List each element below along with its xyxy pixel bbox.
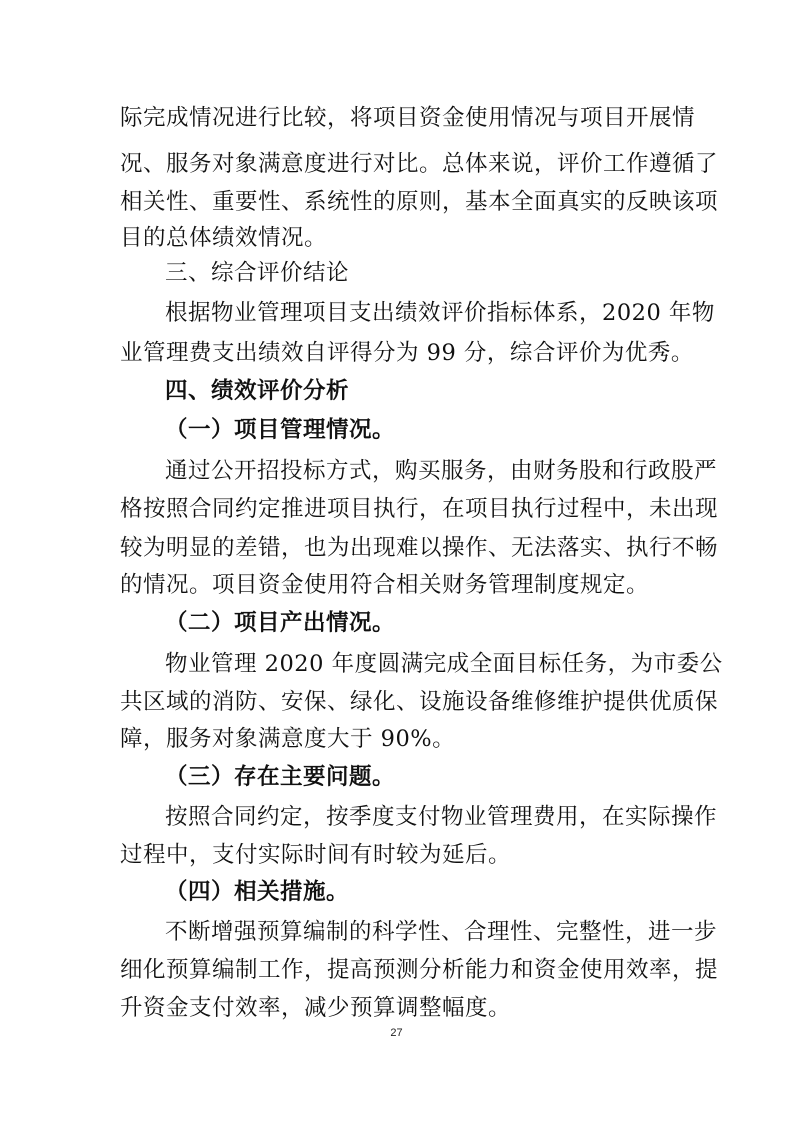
paragraph-line: 共区域的消防、安保、绿化、设施设备维修维护提供优质保 xyxy=(120,689,719,715)
paragraph-line: 细化预算编制工作，提高预测分析能力和资金使用效率，提 xyxy=(120,957,719,983)
paragraph-line: 障，服务对象满意度大于 90%。 xyxy=(120,726,456,752)
paragraph-line: 升资金支付效率，减少预算调整幅度。 xyxy=(120,995,512,1021)
paragraph-line: 较为明显的差错，也为出现难以操作、无法落实、执行不畅 xyxy=(120,535,719,561)
subheading-2: （二）项目产出情况。 xyxy=(165,610,396,636)
paragraph-line: 的情况。项目资金使用符合相关财务管理制度规定。 xyxy=(120,572,650,598)
paragraph-line: 物业管理 2020 年度圆满完成全面目标任务，为市委公 xyxy=(165,651,723,677)
paragraph-line: 业管理费支出绩效自评得分为 99 分，综合评价为优秀。 xyxy=(120,340,694,366)
subheading-3: （三）存在主要问题。 xyxy=(165,764,396,790)
section-heading-3: 三、综合评价结论 xyxy=(165,260,350,286)
paragraph-line: 况、服务对象满意度进行对比。总体来说，评价工作遵循了 xyxy=(120,151,719,177)
paragraph-line: 格按照合同约定推进项目执行，在项目执行过程中，未出现 xyxy=(120,496,719,522)
section-heading-4: 四、绩效评价分析 xyxy=(165,378,350,404)
paragraph-line: 通过公开招投标方式，购买服务，由财务股和行政股严 xyxy=(165,458,718,484)
subheading-4: （四）相关措施。 xyxy=(165,879,350,905)
paragraph-line: 相关性、重要性、系统性的原则，基本全面真实的反映该项 xyxy=(120,189,719,215)
paragraph-line: 际完成情况进行比较，将项目资金使用情况与项目开展情 xyxy=(120,105,696,131)
paragraph-line: 不断增强预算编制的科学性、合理性、完整性，进一步 xyxy=(165,919,718,945)
paragraph-line: 目的总体绩效情况。 xyxy=(120,225,328,251)
paragraph-line: 过程中，支付实际时间有时较为延后。 xyxy=(120,842,512,868)
paragraph-line: 按照合同约定，按季度支付物业管理费用，在实际操作 xyxy=(165,804,718,830)
page-number: 27 xyxy=(390,1027,403,1039)
paragraph-line: 根据物业管理项目支出绩效评价指标体系，2020 年物 xyxy=(165,300,715,326)
subheading-1: （一）项目管理情况。 xyxy=(165,417,396,443)
